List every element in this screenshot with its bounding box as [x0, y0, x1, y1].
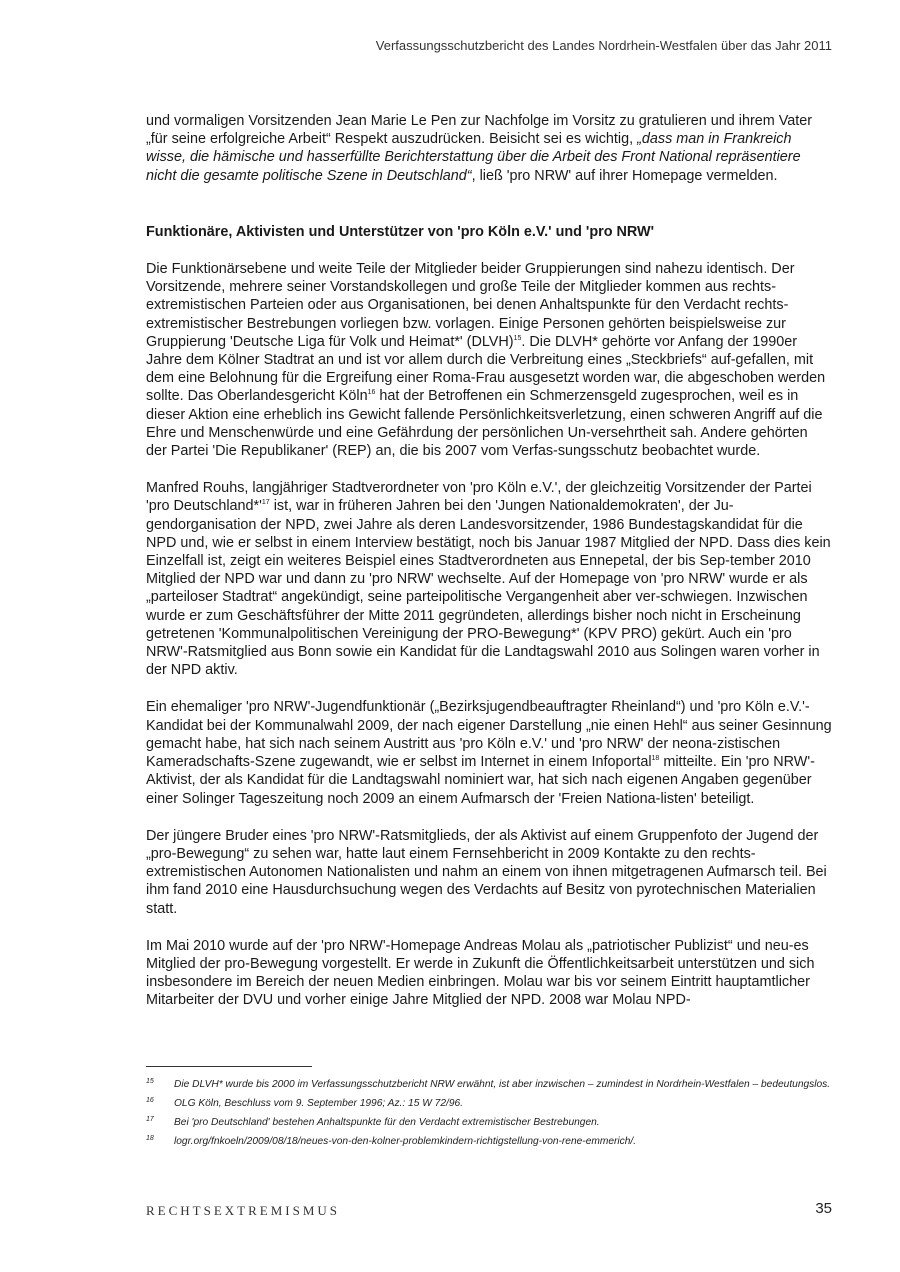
footnote-text: Bei 'pro Deutschland' bestehen Anhaltspunkte für den Verdacht extremistischer Bestrebungen.: [174, 1117, 600, 1128]
footnote-text: OLG Köln, Beschluss vom 9. September 1996; Az.: 15 W 72/96.: [174, 1098, 463, 1109]
footnote-18: [146, 1133, 836, 1150]
paragraph-brother: Der jüngere Bruder eines 'pro NRW'-Ratsmitglieds, der als Aktivist auf einem Gruppenfoto der Jugend der „pro-Bewegung“ zu sehen war, hatte laut einem Fernsehbericht in 2009 Kontakte zu den rechts-extremistischen Autonomen Nationalisten und nahm an einem von ihnen mitgetragenen Aufmarsch teil. Bei ihm fand 2010 eine Hausdurchsuchung wegen des Verdachts auf Besitz von pyrotechnischen Materialien statt.: [146, 827, 827, 917]
footnote-link-text[interactable]: logr.org/fnkoeln/2009/08/18/neues-von-den-kolner-problemkindern-richtigstellung-von-rene-emmerich/.: [174, 1136, 637, 1147]
footnote-text: Die DLVH* wurde bis 2000 im Verfassungsschutzbericht NRW erwähnt, ist aber inzwischen – zumindest in Nordrhein-Westfalen – bedeutungslos.: [174, 1079, 831, 1090]
footnotes: [146, 1076, 836, 1152]
page-number: 35: [815, 1200, 832, 1217]
paragraph-rouhs: Manfred Rouhs, langjähriger Stadtverordneter von 'pro Köln e.V.', der gleichzeitig Vorsitzender der Partei 'pro $Deutschland*'^{17}$ ist, war in früheren Jahren bei den 'Jungen Nationaldemokraten', der Ju-gendorganisation der NPD, zwei Jahre als deren Landesvorsitzender, 1986 Bundestagskandidat für die NPD und, wie er selbst in einem Interview bestätigt, noch bis Januar 1987 Mitglied der NPD. Dass dies kein Einzelfall ist, zeigt ein weiteres Beispiel eines Stadtverordneten aus Ennepetal, der bis Sep-tember 2010 Mitglied der NPD war und dann zu 'pro NRW' wechselte. Auf der Homepage von 'pro NRW' wurde er als „parteiloser Stadtrat“ angekündigt, seine parteipolitische Vergangenheit aber ver-schwiegen. Inzwischen wurde er zum Geschäftsführer der Mitte 2011 gegründeten, allerdings bisher noch nicht in Erscheinung getretenen 'Kommunalpolitischen Vereinigung der PRO-Bewegung*' (KPV PRO) gekürt. Auch ein 'pro NRW'-Ratsmitglied aus Bonn sowie ein Kandidat für die Landtagswahl 2010 aus Solingen waren vorher in der NPD aktiv.: [146, 480, 831, 679]
footnote-ref-16[interactable]: 16: [367, 389, 376, 397]
paragraph-intro: und vormaligen Vorsitzenden Jean Marie Le Pen zur Nachfolge im Vorsitz zu gratulieren und ihrem Vater „für seine erfolgreiche Arbeit“ Respekt auszudrücken. Beisicht sei es wichtig, „dass man in Frankreich wisse, die hämische und hasserfüllte Berichterstattung über die Arbeit des Front National repräsentiere nicht die gesamte politische Szene in Deutschland“, ließ 'pro NRW' auf ihrer Homepage vermelden.: [146, 113, 813, 184]
quote-italic: „dass man in Frankreich wisse, die hämische und hasserfüllte Berichterstattung über die Arbeit des Front National repräsentiere nicht die gesamte politische Szene in Deutschland“: [146, 131, 801, 184]
footnote-ref-15[interactable]: 15: [513, 335, 522, 343]
footnote-ref-18[interactable]: 18: [651, 755, 660, 763]
footnote-number: 15: [146, 1078, 154, 1085]
running-header: Verfassungsschutzbericht des Landes Nordrhein-Westfalen über das Jahr 2011: [375, 38, 832, 53]
footnote-number: 18: [146, 1135, 154, 1142]
footnote-divider: [146, 1066, 312, 1067]
footnote-15: [146, 1076, 836, 1093]
page-body: [146, 112, 832, 1010]
footnote-number: 16: [146, 1097, 154, 1104]
footnote-ref-17[interactable]: 17: [261, 499, 270, 507]
footnote-16: [146, 1095, 836, 1112]
paragraph-youth-functionary: Ein ehemaliger 'pro NRW'-Jugendfunktionär („Bezirksjugendbeauftragter Rheinland“) und 'pro Köln e.V.'-Kandidat bei der Kommunalwahl 2009, der nach eigener Darstellung „nie einen Hehl“ aus seiner Gesinnung gemacht habe, hat sich nach seinem Austritt aus 'pro Köln e.V.' und 'pro NRW' der neona-zistischen Kameradschafts-Szene zugewandt, wie er selbst im Internet in einem Infoportal$^{18}$ mitteilte. Ein 'pro NRW'-Aktivist, der als Kandidat für die Landtagswahl nominiert war, hat sich nach eigenen Angaben gegenüber einer Solinger Tageszeitung noch 2009 an einem Aufmarsch der 'Freien Nationa-listen' beteiligt.: [146, 699, 832, 807]
paragraph-molau: Im Mai 2010 wurde auf der 'pro NRW'-Homepage Andreas Molau als „patriotischer Publizist“ und neu-es Mitglied der pro-Bewegung vorgestellt. Er werde in Zukunft die Öffentlichkeitsarbeit unterstützen und sich insbesondere im Bereich der neuen Medien einbringen. Molau war bis vor seinem Eintritt hauptamtlicher Mitarbeiter der DVU und vorher einige Jahre Mitglied der NPD. 2008 war Molau NPD-: [146, 937, 815, 1009]
section-heading: Funktionäre, Aktivisten und Unterstützer von 'pro Köln e.V.' und 'pro NRW': [146, 223, 655, 240]
section-footer: RECHTSEXTREMISMUS: [146, 1203, 341, 1218]
footnote-17: [146, 1114, 836, 1131]
footnote-number: 17: [146, 1116, 154, 1123]
paragraph-functionaries: Die Funktionärsebene und weite Teile der Mitglieder beider Gruppierungen sind nahezu identisch. Der Vorsitzende, mehrere seiner Vorstandskollegen und große Teile der Mitglieder kommen aus rechts-extremistischen Parteien oder aus Organisationen, bei denen Anhaltspunkte für den Verdacht rechts-extremistischer Bestrebungen vorliegen bzw. vorlagen. Einige Personen gehörten beispielsweise zur Gruppierung 'Deutsche Liga für Volk und Heimat*' (DLVH)$^{15}$. Die DLVH* gehörte vor Anfang der 1990er Jahre dem Kölner Stadtrat an und ist vor allem durch die Verbreitung eines „Steckbriefs“ auf-gefallen, mit dem eine Belohnung für die Ergreifung einer Roma-Frau ausgesetzt worden war, die abgeschoben werden sollte. Das Oberlandesgericht Köln$^{16}$ hat der Betroffenen ein Schmerzensgeld zugesprochen, weil es in dieser Aktion eine erheblich ins Gewicht fallende Persönlichkeitsverletzung, einen schweren Angriff auf die Ehre und Menschenwürde und eine Gefährdung der persönlichen Un-versehrtheit sah. Andere gehörten der Partei 'Die Republikaner' (REP) an, die bis 2007 vom Verfas-sungsschutz beobachtet wurde.: [146, 261, 826, 460]
